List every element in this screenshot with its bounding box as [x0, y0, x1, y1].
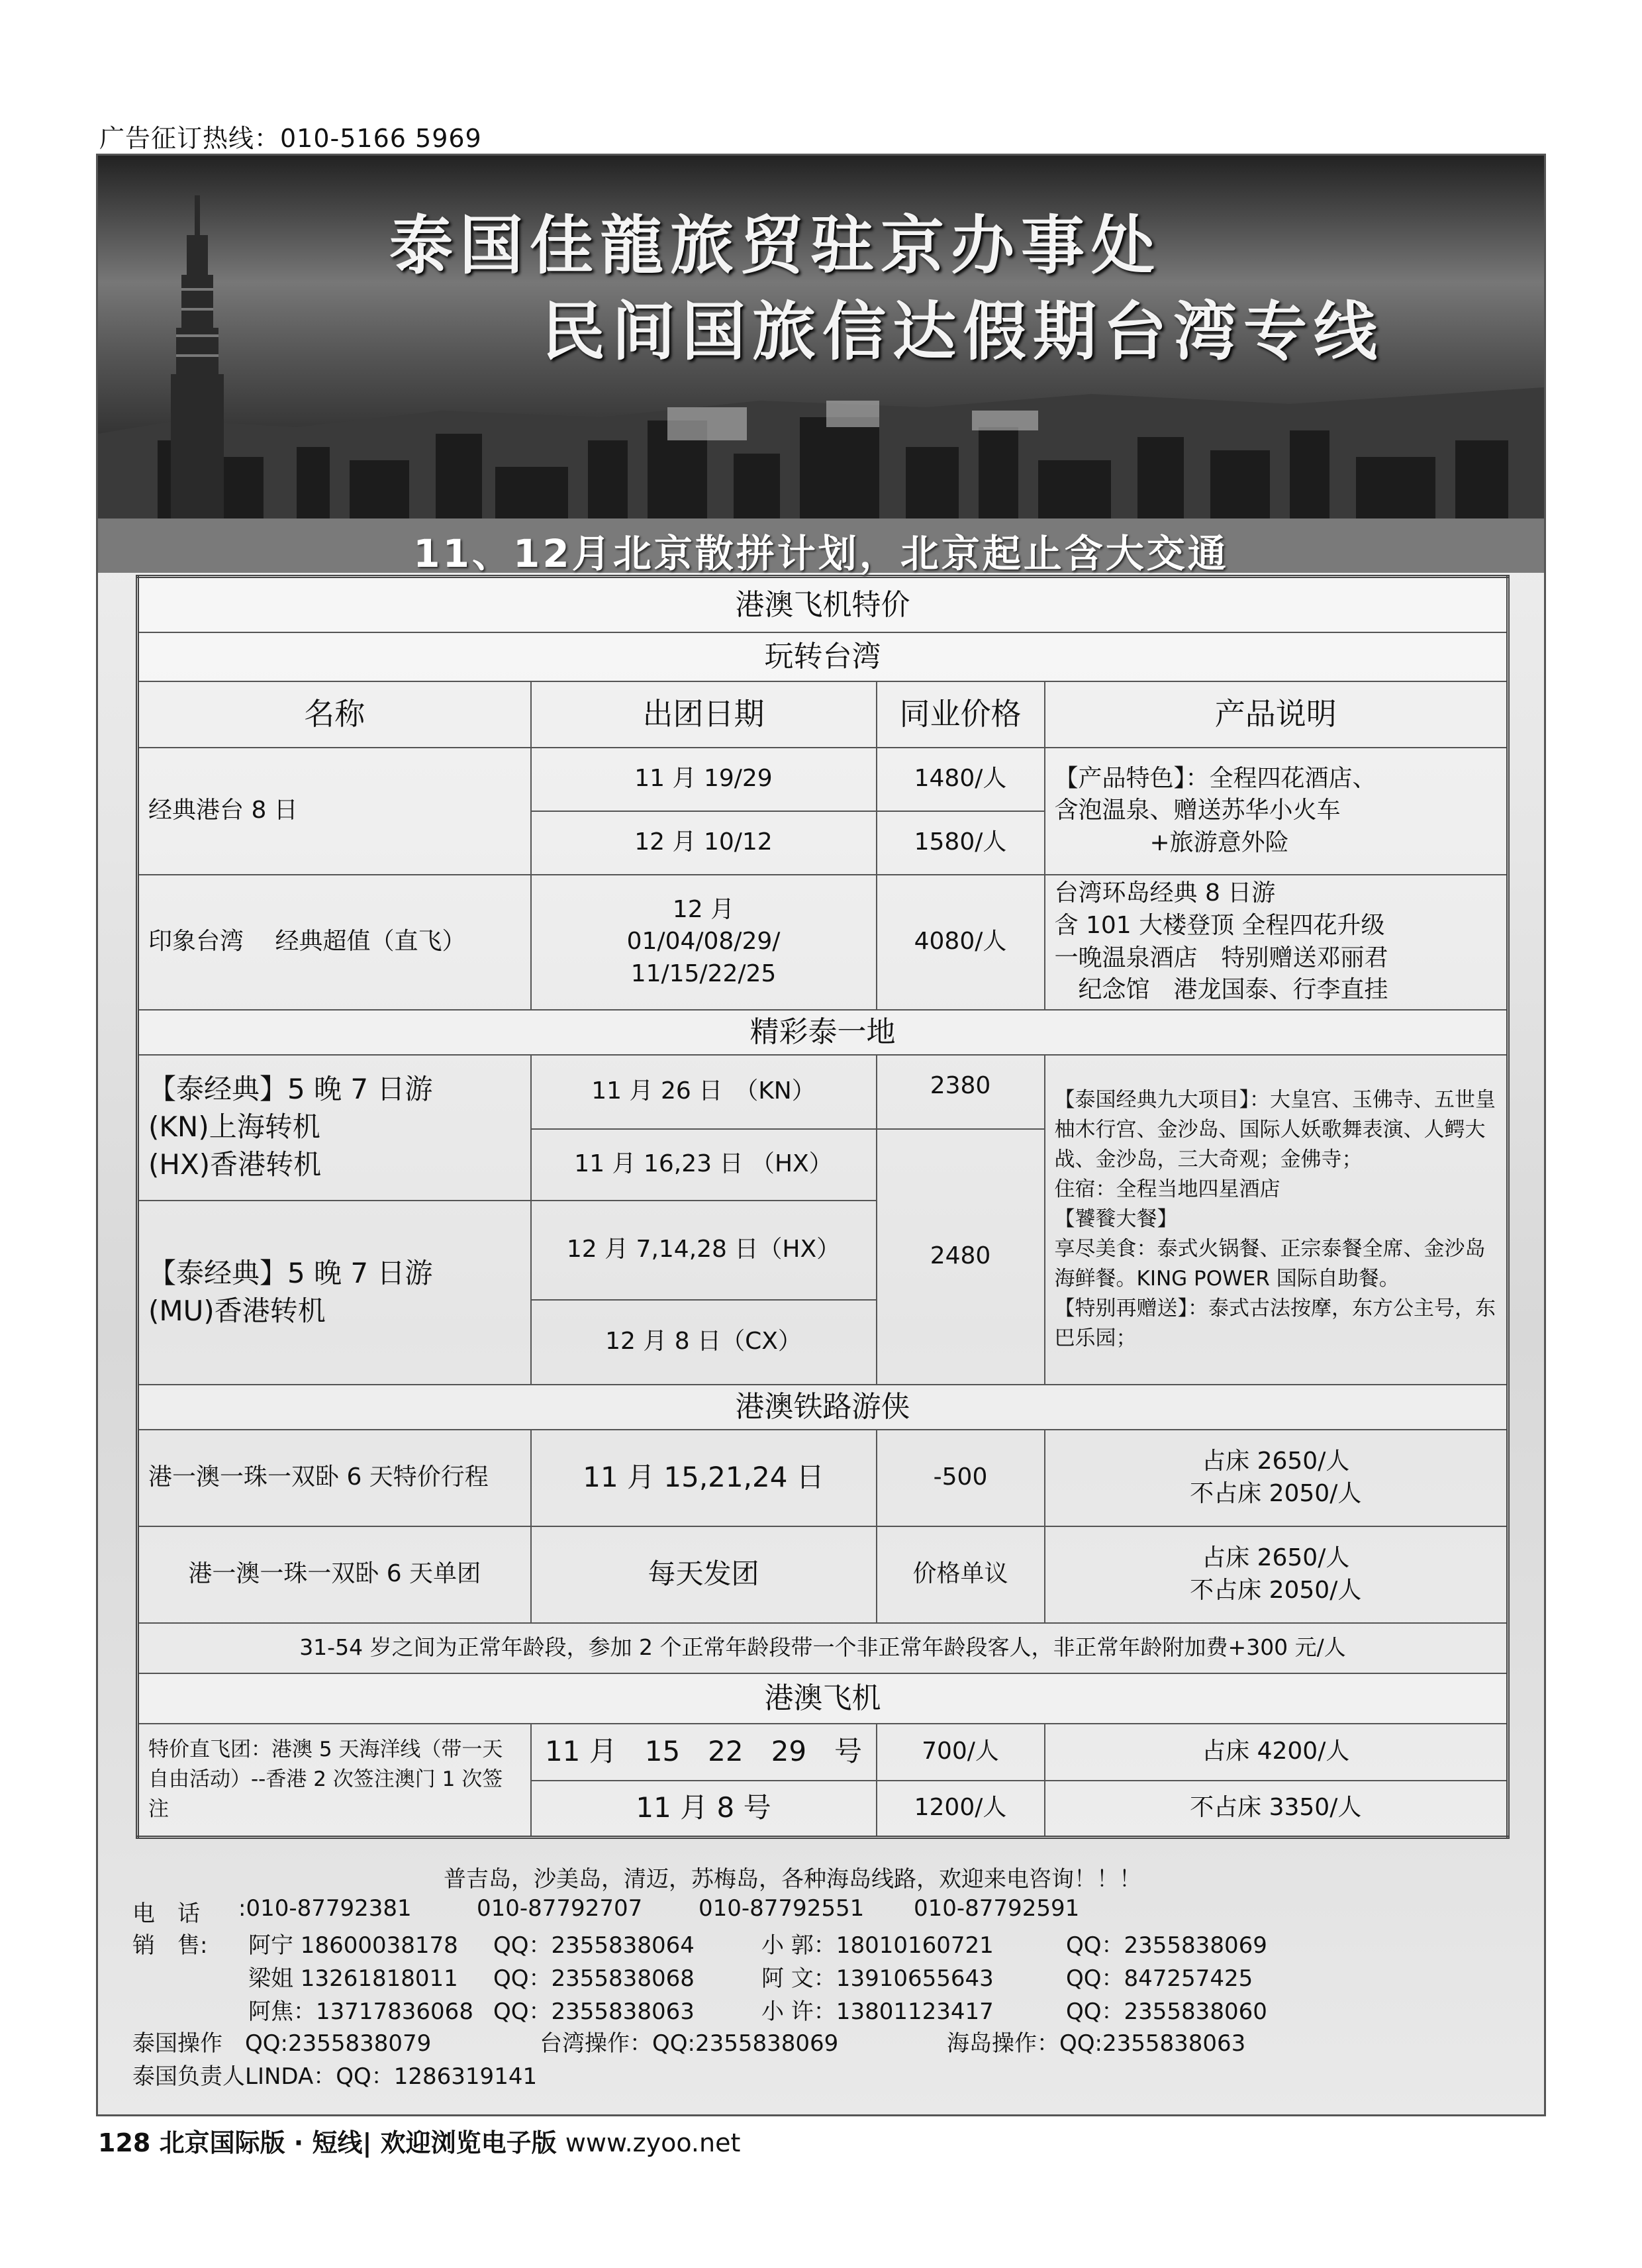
- tour-name: 港一澳一珠一双卧 6 天单团: [138, 1526, 531, 1623]
- tour-date: 11 月 15,21,24 日: [531, 1430, 877, 1526]
- tour-desc: 占床 2650/人 不占床 2050/人: [1045, 1526, 1508, 1623]
- sales-qq: QQ：2355838069: [1066, 1932, 1267, 1959]
- tour-name: 港一澳一珠一双卧 6 天特价行程: [138, 1430, 531, 1526]
- tour-name: 印象台湾 经典超值（直飞）: [138, 875, 531, 1010]
- tour-date: 12 月 10/12: [531, 811, 877, 875]
- section-thailand: 精彩泰一地: [138, 1010, 1508, 1055]
- sales-contact: 阿焦：13717836068: [248, 1998, 473, 2025]
- tour-date: 11 月 26 日 （KN）: [531, 1055, 877, 1129]
- banner-title-line1: 泰国佳龍旅贸驻京办事处: [389, 208, 1161, 283]
- phone-label: 电 话: [132, 1900, 200, 1927]
- sales-qq: QQ：2355838060: [1066, 1998, 1267, 2025]
- col-header-dates: 出团日期: [531, 681, 877, 748]
- tour-name: 【泰经典】5 晚 7 日游 (KN)上海转机 (HX)香港转机: [138, 1055, 531, 1201]
- page-footer: [98, 2122, 740, 2159]
- tour-desc: 台湾环岛经典 8 日游 含 101 大楼登顶 全程四花升级 一晚温泉酒店 特别赠送邓丽君 纪念馆 港龙国泰、行李直挂: [1045, 875, 1508, 1010]
- phone-number: 010-87792551: [699, 1895, 865, 1922]
- tour-table: [136, 575, 1506, 1836]
- ops-taiwan: 台湾操作：QQ:2355838069: [540, 2030, 839, 2057]
- tour-date: 12 月 8 日（CX）: [531, 1300, 877, 1385]
- sales-qq: QQ：2355838063: [493, 1998, 695, 2025]
- tour-price: 2480: [877, 1129, 1045, 1385]
- sales-contact: 小 郭：18010160721: [761, 1932, 994, 1959]
- tour-price: 2380: [877, 1055, 1045, 1129]
- subtitle-bar: [98, 518, 1544, 576]
- tour-price: 1580/人: [877, 811, 1045, 875]
- tour-desc: 【产品特色】：全程四花酒店、 含泡温泉、赠送苏华小火车 +旅游意外险: [1045, 748, 1508, 875]
- ops-island: 海岛操作：QQ:2355838063: [947, 2030, 1246, 2057]
- tour-name: 【泰经典】5 晚 7 日游 (MU)香港转机: [138, 1201, 531, 1385]
- sales-contact: 小 许：13801123417: [761, 1998, 994, 2025]
- section-taiwan: 玩转台湾: [138, 632, 1508, 681]
- tour-price: 1200/人: [877, 1781, 1045, 1838]
- sales-label: 销 售:: [132, 1932, 208, 1959]
- col-header-price: 同业价格: [877, 681, 1045, 748]
- phone-number: :010-87792381: [238, 1895, 412, 1922]
- sales-contact: 阿 文：13910655643: [761, 1965, 994, 1992]
- sales-qq: QQ：2355838064: [493, 1932, 695, 1959]
- tour-date: 12 月 7,14,28 日（HX）: [531, 1201, 877, 1300]
- tour-price: 700/人: [877, 1724, 1045, 1781]
- section-hk-air: 港澳飞机: [138, 1673, 1508, 1724]
- tour-date: 每天发团: [531, 1526, 877, 1623]
- tour-desc: 不占床 3350/人: [1045, 1781, 1508, 1838]
- col-header-desc: 产品说明: [1045, 681, 1508, 748]
- sales-qq: QQ：847257425: [1066, 1965, 1253, 1992]
- phone-number: 010-87792591: [914, 1895, 1080, 1922]
- tour-price: -500: [877, 1430, 1045, 1526]
- tour-date: 11 月 8 号: [531, 1781, 877, 1838]
- footer-slogan: 欢迎浏览电子版: [380, 2128, 557, 2157]
- thai-manager: 泰国负责人LINDA：QQ：1286319141: [132, 2063, 538, 2090]
- tour-date: 11 月 15 22 29 号: [531, 1724, 877, 1781]
- section-name: 北京国际版 · 短线|: [159, 2128, 372, 2157]
- promo-text: 普吉岛，沙美岛，清迈，苏梅岛，各种海岛线路，欢迎来电咨询！！！: [444, 1866, 1141, 1893]
- age-note: 31-54 岁之间为正常年龄段，参加 2 个正常年龄段带一个非正常年龄段客人，非正常年龄附加费+300 元/人: [138, 1623, 1508, 1673]
- thai-tour-desc: 【泰国经典九大项目】：大皇宫、玉佛寺、五世皇柚木行宫、金沙岛、国际人妖歌舞表演、人鳄大战、金沙岛，三大奇观；金佛寺； 住宿：全程当地四星酒店 【饕餮大餐】 享尽美食：泰式火锅餐、正宗泰餐全席、金沙岛海鲜餐。KING POWER 国际自助餐。 【特别再赠送】：泰式古法按摩，东方公主号，东巴乐园；: [1045, 1055, 1508, 1385]
- tour-price: 4080/人: [877, 875, 1045, 1010]
- ops-thai: 泰国操作 QQ:2355838079: [132, 2030, 432, 2057]
- tour-date: 11 月 19/29: [531, 748, 877, 811]
- tour-desc: 占床 2650/人 不占床 2050/人: [1045, 1430, 1508, 1526]
- tour-price: 价格单议: [877, 1526, 1045, 1623]
- tour-date: 12 月 01/04/08/29/ 11/15/22/25: [531, 875, 877, 1010]
- ad-hotline: 广告征订热线：010-5166 5969: [99, 124, 482, 153]
- section-hk-air-special: 港澳飞机特价: [138, 577, 1508, 632]
- tour-desc: 占床 4200/人: [1045, 1724, 1508, 1781]
- banner-image: [98, 156, 1544, 518]
- phone-number: 010-87792707: [477, 1895, 643, 1922]
- sales-qq: QQ：2355838068: [493, 1965, 695, 1992]
- tour-name: 特价直飞团：港澳 5 天海洋线（带一天自由活动）--香港 2 次签注澳门 1 次签注: [138, 1724, 531, 1838]
- tour-price: 1480/人: [877, 748, 1045, 811]
- page-number: 128: [98, 2128, 151, 2157]
- banner-subtitle: 11、12月北京散拼计划，北京起止含大交通: [413, 531, 1229, 576]
- section-rail: 港澳铁路游侠: [138, 1385, 1508, 1430]
- banner-title-line2: 民间国旅信达假期台湾专线: [542, 294, 1384, 369]
- tour-date: 11 月 16,23 日 （HX）: [531, 1129, 877, 1201]
- tour-name: 经典港台 8 日: [138, 748, 531, 875]
- sales-contact: 阿宁 18600038178: [248, 1932, 458, 1959]
- footer-url[interactable]: www.zyoo.net: [565, 2128, 741, 2157]
- sales-contact: 梁姐 13261818011: [248, 1965, 458, 1992]
- col-header-name: 名称: [138, 681, 531, 748]
